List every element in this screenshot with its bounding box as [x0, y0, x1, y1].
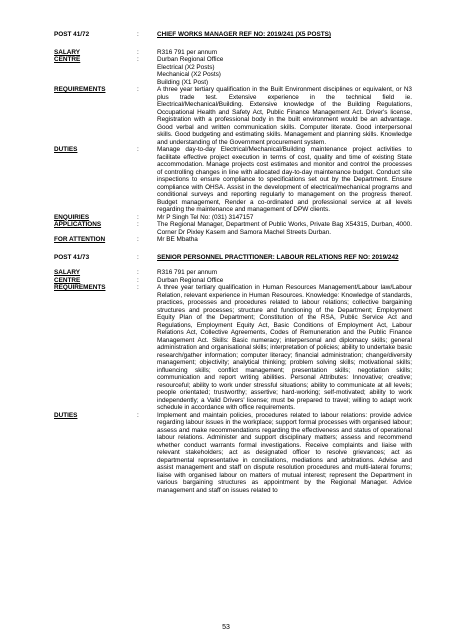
- post-header: [54, 31, 412, 39]
- duties-label: DUTIES: [54, 411, 78, 419]
- requirements-row: [54, 284, 412, 412]
- centre-label: CENTRE: [54, 276, 81, 284]
- duties-label: DUTIES: [54, 146, 78, 153]
- requirements-row: [54, 86, 412, 146]
- attention-label: FOR ATTENTION: [54, 236, 106, 243]
- colon: :: [137, 31, 139, 38]
- duties-row: [54, 146, 412, 214]
- salary-value: R316 791 per annum: [157, 48, 218, 56]
- duties-text: Implement and maintain policies, procedures related to labour relations: provide advice regarding labour issues in the workplace; support formal processes with organised labour; assess and make recommendations regarding the effectiveness and status of operational labour relations. Administer and support disciplinary matters; assess and recommend whether conduct warrants formal investigations. Receive complaints and liaise with relevant stakeholders; act as designated officer to resolve grievances; act as departmental representative in conciliations, mediations and arbitrations. Advise and assist management and staff on dispute resolution procedures and multi-lateral forums; liaise with organised labour on matters of mutual interest; represent the Department in various bargaining structures as appointment by the Regional Manager. Advice management and staff on issues related to: [157, 411, 412, 494]
- post-title: SENIOR PERSONNEL PRACTITIONER: LABOUR RELATIONS REF NO: 2019/242: [157, 253, 399, 261]
- colon: :: [137, 213, 139, 221]
- post-number: POST 41/73: [54, 253, 90, 261]
- centre-line: Building (X1 Post): [157, 78, 209, 86]
- centre-line: Durban Regional Office: [157, 56, 224, 63]
- applications-value: The Regional Manager, Department of Public Works, Private Bag X54315, Durban, 4000. Corner Dr Pixley Kasem and Samora Machel Streets Durban.: [157, 221, 412, 236]
- post-number: POST 41/72: [54, 31, 90, 38]
- colon: :: [137, 48, 139, 56]
- centre-row: [54, 56, 412, 86]
- colon: :: [137, 253, 139, 261]
- colon: :: [137, 284, 139, 291]
- page-number: 53: [222, 624, 230, 631]
- enquiries-label: ENQUIRIES: [54, 213, 90, 221]
- centre-row: [54, 277, 412, 285]
- colon: :: [137, 276, 139, 284]
- salary-value: R316 791 per annum: [157, 269, 218, 276]
- colon: :: [137, 269, 139, 276]
- attention-value: Mr BE Mbatha: [157, 236, 198, 243]
- duties-row: [54, 412, 412, 495]
- colon: :: [137, 221, 139, 228]
- centre-value: [157, 56, 412, 86]
- post-title: CHIEF WORKS MANAGER REF NO: 2019/241 (X5 POSTS): [157, 31, 331, 38]
- centre-line: Durban Regional Office: [157, 276, 224, 284]
- centre-line: Mechanical (X2 Posts): [157, 71, 221, 78]
- salary-label: SALARY: [54, 269, 81, 276]
- salary-label: SALARY: [54, 48, 81, 56]
- requirements-label: REQUIREMENTS: [54, 86, 106, 93]
- colon: :: [137, 146, 139, 153]
- salary-row: [54, 269, 412, 277]
- requirements-text: A three year tertiary qualification in the Built Environment disciplines or equivalent, or N3 plus trade test. Extensive experience in the technical field ie. Electrical/Mechanical/Building. Extensive knowledge of the Building Regulations, Occupational Health and Safety Act, Public Finance Management Act. Driver's license, Registration with a professional body in the built environment would be an advantage. Good verbal and written communication skills. Computer literate. Good interpersonal skills. Good budgeting and estimating skills. Management and planning skills. Knowledge and understanding of the Government procurement system.: [157, 86, 412, 146]
- enquiries-value: Mr P Singh Tel No: (031) 3147157: [157, 213, 254, 221]
- centre-line: Electrical (X2 Posts): [157, 63, 215, 71]
- attention-row: [54, 236, 412, 244]
- colon: :: [137, 236, 139, 243]
- colon: :: [137, 86, 139, 93]
- requirements-text: A three year tertiary qualification in Human Resources Management/Labour law/Labour Relation, relevant experience in Human Resources. Knowledge: Knowledge of standards, practices, processes and procedures related to labour relations; collective bargaining structures and processes; structure and functioning of the Department; Employment Equity Plan of the Department; Constitution of the RSA, Public Service Act and Regulations, Employment Equity Act, Basic Conditions of Employment Act, Labour Relations Act, Collective Agreements, Codes of Remuneration and the Public Finance Management Act. Skills: Basic numeracy; interpersonal and diplomacy skills; general administration and organisational skills; interpretation of policies; ability to undertake basic research/gather information; computer literacy; financial administration; change/diversity management; objectivity; analytical thinking; problem solving skills; motivational skills; influencing skills; conflict management; presentation skills; negotiation skills; communication and report writing abilities. Personal Attributes: Innovative; creative; resourceful; ability to work under stressful situations; ability to communicate at all levels; people orientated; trustworthy; assertive; hard-working; self-motivated; ability to work independently; a Valid Drivers' license; must be prepared to travel; willing to adapt work schedule in accordance with office requirements.: [157, 284, 412, 411]
- salary-row: [54, 49, 412, 57]
- requirements-label: REQUIREMENTS: [54, 284, 106, 291]
- centre-label: CENTRE: [54, 56, 81, 63]
- duties-text: Manage day-to-day Electrical/Mechanical/Building maintenance project activities to facilitate effective project execution in terms of cost, quality and time of existing State accommodation. Manage projects cost estimates and monitor and control the processes of controlling changes in line with allocated day-to-day maintenance budget. Conduct site inspections to ensure compliance to specifications set out by the Department. Ensure compliance with OHSA. Assist in the development of electrical/mechanical programs and conditional surveys and reporting regularly to management on the progress thereof. Budget management, Render a co-ordinated and professional service at all levels regarding the maintenance and management of DPW clients.: [157, 146, 412, 213]
- centre-value: [157, 277, 412, 285]
- colon: :: [137, 411, 139, 419]
- applications-label: APPLICATIONS: [54, 221, 102, 228]
- post-header: [54, 254, 412, 262]
- applications-row: [54, 221, 412, 236]
- colon: :: [137, 56, 139, 63]
- enquiries-row: [54, 214, 412, 222]
